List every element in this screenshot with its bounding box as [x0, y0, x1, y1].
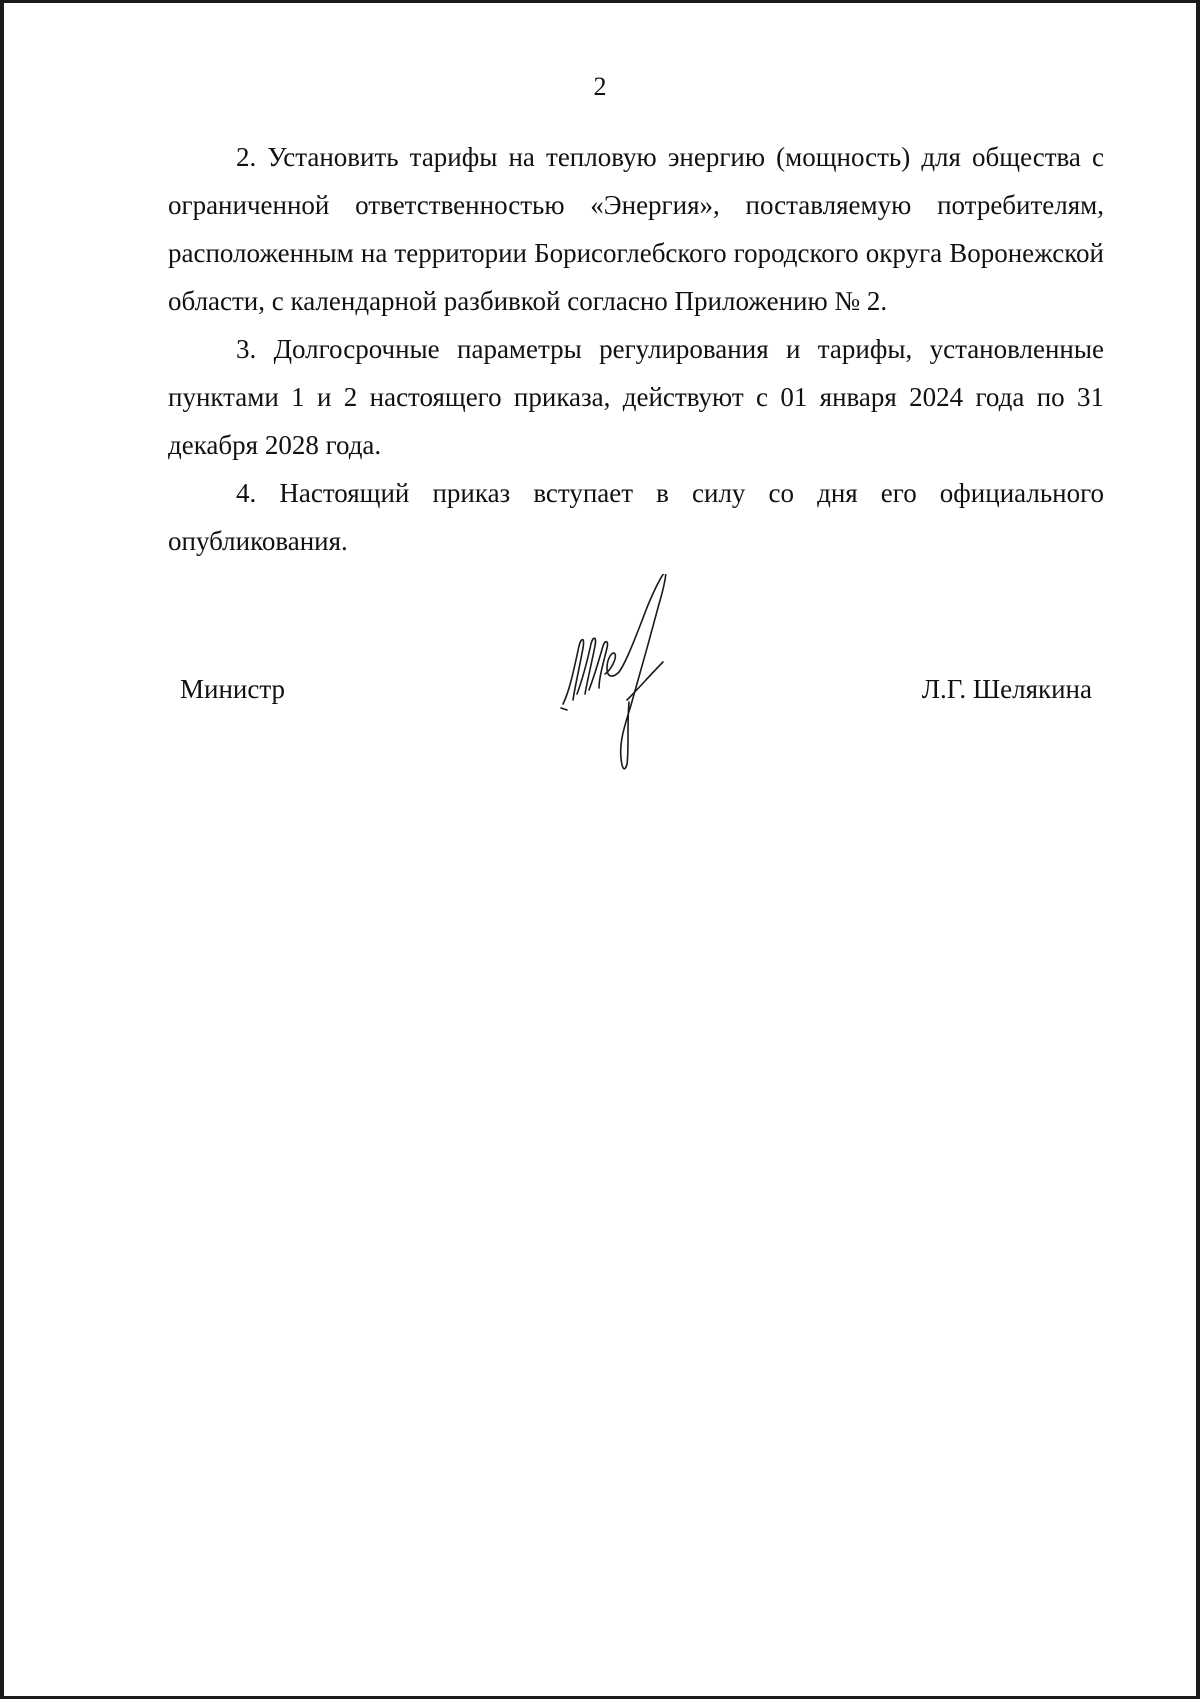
document-body: [168, 133, 1104, 565]
paragraph-2: 2. Установить тарифы на тепловую энергию (мощность) для общества с ограниченной ответственностью «Энергия», поставляемую потребителям, расположенным на территории Борисоглебского городского округа Воронежской области, с календарной разбивкой согласно Приложению № 2.: [168, 142, 1104, 316]
paragraph-4: 4. Настоящий приказ вступает в силу со дня его официального опубликования.: [168, 478, 1104, 556]
signer-title: Министр: [180, 674, 285, 704]
paragraph-3: 3. Долгосрочные параметры регулирования и тарифы, установленные пунктами 1 и 2 настоящего приказа, действуют с 01 января 2024 года по 31 декабря 2028 года.: [168, 334, 1104, 460]
handwritten-signature-icon: [555, 574, 715, 774]
signer-name: Л.Г. Шелякина: [921, 674, 1092, 704]
page-number: 2: [593, 72, 607, 101]
signature-block: [0, 574, 1200, 774]
